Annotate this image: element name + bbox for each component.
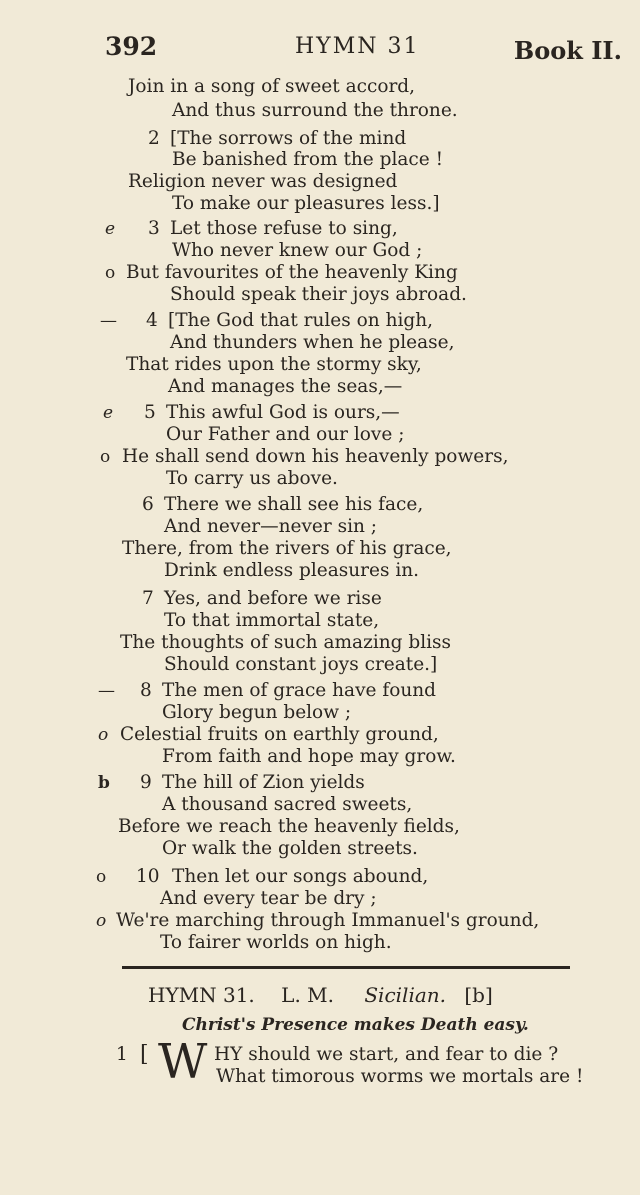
verse-line: And thunders when he please, [170,332,455,353]
verse-number: 6 [142,494,154,515]
verse-line: And thus surround the throne. [172,100,458,121]
verse-line: To fairer worlds on high. [160,932,392,953]
verse-line: Glory begun below ; [162,702,352,723]
hymn-title: HYMN 31. [148,983,255,1007]
verse-line: There we shall see his face, [164,494,424,515]
verse-number: 3 [148,218,160,239]
verse-line: That rides upon the stormy sky, [126,354,422,375]
margin-mark: e [105,219,116,239]
verse-number: 5 [144,402,156,423]
verse-line: Then let our songs abound, [172,866,429,887]
verse-line: To carry us above. [166,468,338,489]
margin-mark: b [98,773,110,793]
margin-mark: o [100,447,111,467]
verse-line: Or walk the golden streets. [162,838,418,859]
verse-line: What timorous worms we mortals are ! [216,1066,584,1087]
verse-line: HY should we start, and fear to die ? [214,1044,559,1065]
verse-number: 4 [146,310,158,331]
verse-line: We're marching through Immanuel's ground, [116,910,540,931]
hymn-meter: L. M. [281,983,334,1007]
verse-line: And manages the seas,— [168,376,403,397]
hymn-key: [b] [464,983,493,1007]
verse-line: The men of grace have found [162,680,437,701]
margin-mark: — [100,311,117,331]
verse-line: To that immortal state, [164,610,380,631]
verse-number: 9 [140,772,152,793]
margin-mark: e [103,403,114,423]
page-number: 392 [105,32,158,61]
verse-line: This awful God is ours,— [166,402,400,423]
verse-line: From faith and hope may grow. [162,746,456,767]
section-divider [122,966,570,969]
verse-line: To make our pleasures less.] [172,193,440,214]
verse-line: Join in a song of sweet accord, [128,76,416,97]
verse-line: Yes, and before we rise [164,588,382,609]
verse-line: Should constant joys create.] [164,654,438,675]
verse-line: The hill of Zion yields [162,772,365,793]
verse-line: Be banished from the place ! [172,149,444,170]
hymn-subtitle: Christ's Presence makes Death easy. [182,1015,529,1035]
verse-line: And every tear be dry ; [160,888,377,909]
verse-line: [The God that rules on high, [168,310,434,331]
verse-number: 10 [136,866,160,887]
margin-mark: o [96,911,107,931]
verse-line: Should speak their joys abroad. [170,284,467,305]
verse-number: 1 [116,1044,128,1065]
running-title: HYMN 31 [295,34,420,59]
verse-line: A thousand sacred sweets, [162,794,413,815]
verse-line: Who never knew our God ; [172,240,423,261]
margin-mark: o [98,725,109,745]
book-label: Book II. [513,36,622,65]
hymn-heading [148,983,493,1007]
verse-number: 2 [148,128,160,149]
page-header [0,30,640,70]
verse-line: Before we reach the heavenly fields, [118,816,460,837]
drop-capital: W [158,1034,208,1090]
verse-number: 7 [142,588,154,609]
verse-line: There, from the rivers of his grace, [122,538,452,559]
verse-line: But favourites of the heavenly King [126,262,458,283]
verse-line: Let those refuse to sing, [170,218,398,239]
hymn-tune: Sicilian. [364,983,447,1007]
margin-mark: o [105,263,116,283]
verse-line: Our Father and our love ; [166,424,405,445]
verse-number: 8 [140,680,152,701]
verse-line: [The sorrows of the mind [170,128,407,149]
margin-mark: o [96,867,107,887]
verse-line: And never—never sin ; [164,516,378,537]
margin-mark: — [98,681,115,701]
verse-line: Religion never was designed [128,171,398,192]
verse-line: Celestial fruits on earthly ground, [120,724,439,745]
bracket-glyph: [ [140,1042,149,1067]
verse-line: Drink endless pleasures in. [164,560,420,581]
verse-line: The thoughts of such amazing bliss [120,632,452,653]
verse-line: He shall send down his heavenly powers, [122,446,509,467]
